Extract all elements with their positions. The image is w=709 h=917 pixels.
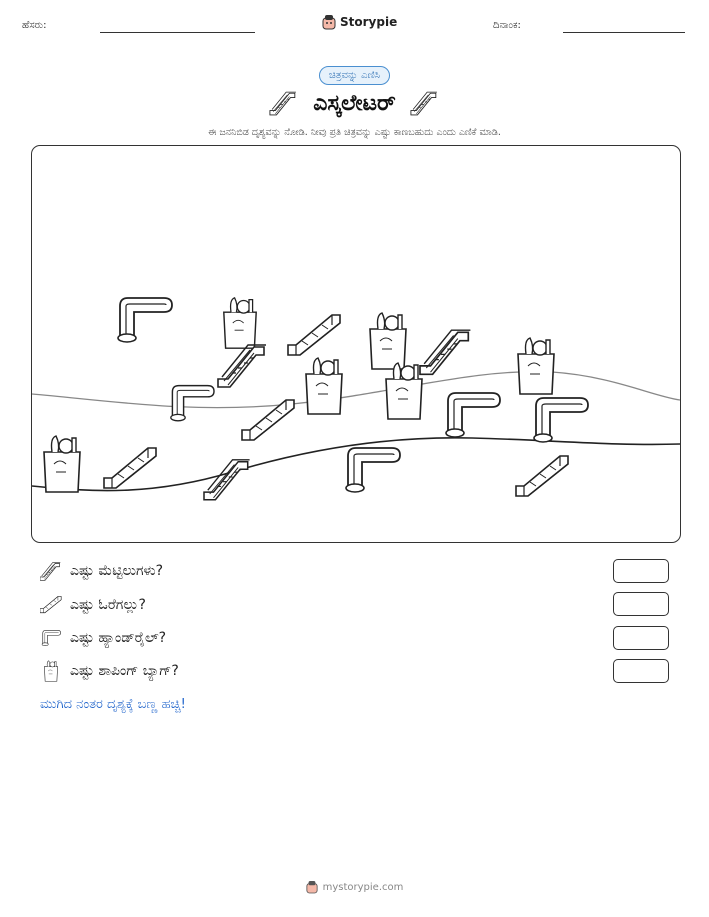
shopping-bag-5 xyxy=(518,338,554,394)
storypie-mascot-icon xyxy=(306,880,318,894)
question-row-ramps xyxy=(40,594,146,616)
instruction-text: ಈ ಜನನಿಬಿಡ ದೃಶ್ಯವನ್ನು ನೋಡಿ. ನೀವು ಪ್ರತಿ ಚಿತ್ರವನ್ನು ಎಷ್ಟು ಕಾಣಬಹುದು ಎಂದು ಎಣಿಕೆ ಮಾಡಿ. xyxy=(208,127,501,138)
answer-box-ramps[interactable] xyxy=(613,592,669,616)
answer-box-escalators[interactable] xyxy=(613,559,669,583)
shopping-bag-4 xyxy=(386,363,422,419)
shopping-bag-2 xyxy=(370,313,406,369)
handrail-1 xyxy=(118,298,172,342)
ramp-3 xyxy=(104,448,156,488)
name-label: ಹೆಸರು: xyxy=(22,20,47,31)
handrail-4 xyxy=(534,398,588,442)
question-text: ಎಷ್ಟು ಹ್ಯಾಂಡ್‌ರೈಲ್? xyxy=(70,630,167,646)
escalator-icon xyxy=(269,90,299,116)
date-label: ದಿನಾಂಕ: xyxy=(493,20,521,31)
question-row-shopping-bags xyxy=(40,660,179,682)
date-input-line[interactable] xyxy=(563,32,685,33)
escalator-icon xyxy=(410,90,440,116)
handrail-3 xyxy=(446,393,500,437)
ramp-icon xyxy=(40,594,62,616)
handrail-2 xyxy=(171,386,214,421)
escalator-3 xyxy=(204,460,250,500)
name-input-line[interactable] xyxy=(100,32,255,33)
handrail-5 xyxy=(346,448,400,492)
page-title: ಎಸ್ಕಲೇಟರ್ xyxy=(313,90,396,116)
activity-badge: ಚಿತ್ರವನ್ನು ಎಣಿಸಿ xyxy=(319,66,390,85)
counting-scene xyxy=(31,145,681,543)
question-row-handrails xyxy=(40,627,166,649)
shopping-bag-6 xyxy=(44,436,80,492)
escalator-icon xyxy=(40,560,62,582)
escalator-1 xyxy=(218,345,266,387)
shopping-bag-icon xyxy=(40,660,62,682)
brand-logo xyxy=(322,14,397,30)
brand-name: Storypie xyxy=(340,15,398,29)
question-text: ಎಷ್ಟು ಮೆಟ್ಟಿಲುಗಳು? xyxy=(70,563,164,579)
shopping-bag-3 xyxy=(306,358,342,414)
ramp-4 xyxy=(516,456,568,496)
handrail-icon xyxy=(40,627,62,649)
shopping-bag-1 xyxy=(224,298,256,348)
answer-box-shopping-bags[interactable] xyxy=(613,659,669,683)
footer-url[interactable]: mystorypie.com xyxy=(322,881,404,893)
answer-box-handrails[interactable] xyxy=(613,626,669,650)
escalator-2 xyxy=(420,330,470,374)
storypie-mascot-icon xyxy=(322,14,336,30)
question-text: ಎಷ್ಟು ಶಾಪಿಂಗ್ ಬ್ಯಾಗ್? xyxy=(70,663,179,679)
ramp-1 xyxy=(288,315,340,355)
question-row-escalators xyxy=(40,560,163,582)
question-text: ಎಷ್ಟು ಓರೆಗಲ್ಲು? xyxy=(70,597,146,613)
coloring-note: ಮುಗಿದ ನಂತರ ದೃಶ್ಯಕ್ಕೆ ಬಣ್ಣ ಹಚ್ಚಿ! xyxy=(40,697,186,712)
